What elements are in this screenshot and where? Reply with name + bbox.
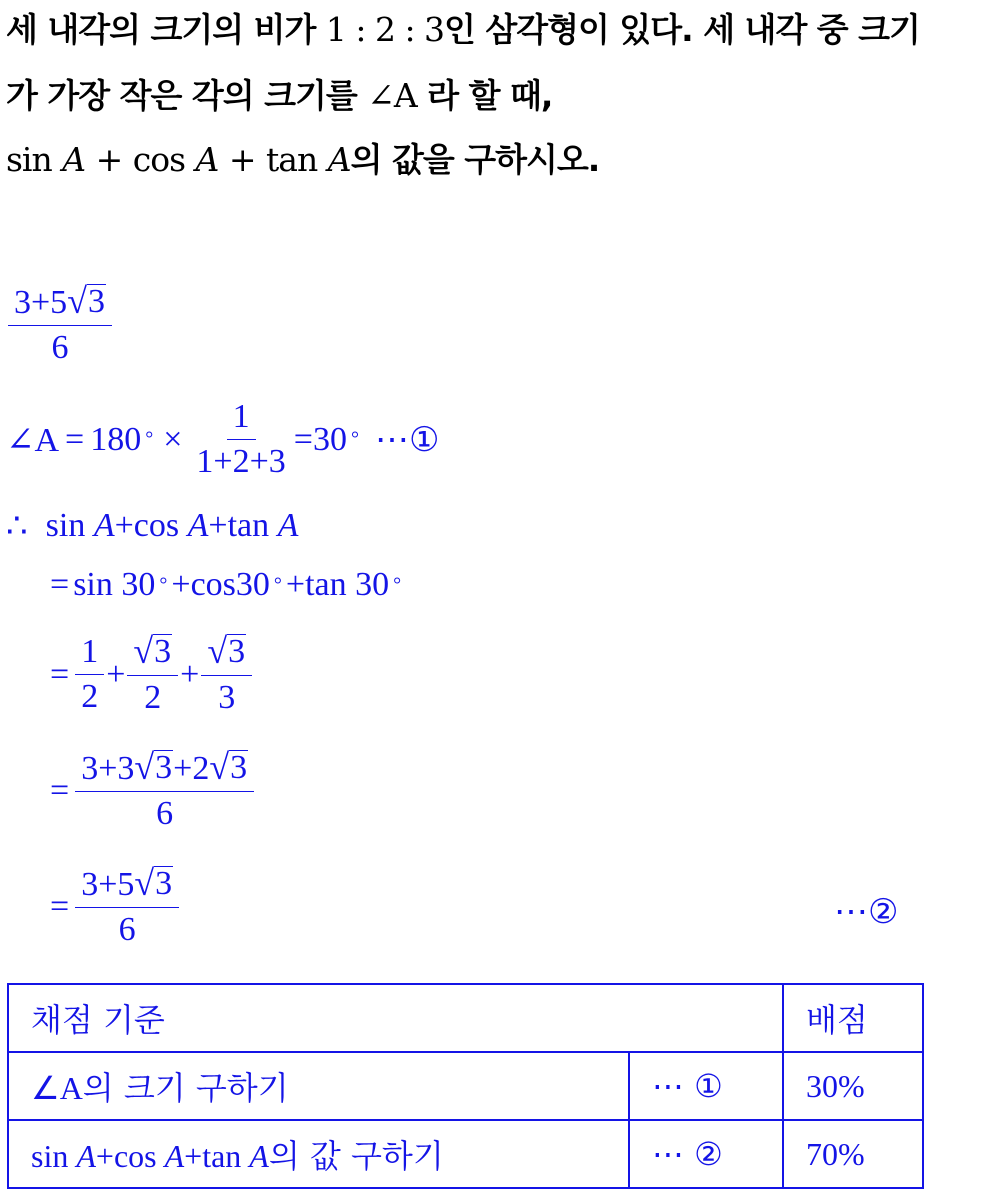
times: × [163,420,183,458]
radical-sign: √ [134,863,155,903]
header-points: 배점 [783,984,923,1052]
angle-symbol: ∠A [6,421,60,459]
answer-denominator: 6 [51,329,69,366]
plus: + [285,566,306,603]
numerator [201,632,252,676]
num-part: 3+5 [81,866,135,903]
sqrt [133,632,172,670]
sin-term: sin [73,566,113,603]
grading-row [8,1120,923,1188]
sqrt [209,748,248,786]
plus: + [184,1138,203,1174]
radicand: 3 [154,633,172,670]
radicand: 3 [230,749,248,786]
fraction [190,398,291,481]
var-a: A [187,507,209,544]
radical-sign: √ [209,747,230,787]
denominator: 2 [144,679,162,716]
num-part: 3+5 [14,284,68,321]
degree-sign: ° [350,428,359,450]
equals: = [50,887,70,925]
criteria-cell [8,1120,629,1188]
criteria-cell [8,1052,629,1120]
radicand: 3 [155,749,173,786]
grading-table [7,983,924,1189]
tan-term: tan [227,507,270,544]
ratio: 1 : 2 : 3 [325,10,445,49]
answer [6,282,114,367]
numerator: 1 [75,633,104,675]
numerator: 1 [227,398,256,440]
equals: = [293,420,313,458]
denominator: 6 [118,911,136,948]
points-cell: 70% [783,1120,923,1188]
radical-sign: √ [134,747,155,787]
angle-symbol: ∠A [31,1070,83,1106]
equals: = [50,566,70,603]
plus: + [180,655,200,693]
sqrt [207,632,246,670]
sqrt [134,748,173,786]
var-a: A [93,507,115,544]
problem-text: 세 내각의 크기의 비가 [6,10,326,49]
value: 30 [355,566,390,603]
therefore-symbol: ∴ [6,508,28,545]
answer-numerator [8,282,112,326]
plus: + [208,507,228,544]
value: 30 [235,566,270,603]
criteria-label: 의 크기 구하기 [82,1069,289,1107]
step-1 [6,398,439,481]
answer-fraction [8,282,112,367]
points-cell: 30% [783,1052,923,1120]
grading-header-row [8,984,923,1052]
tan-term: tan [266,140,318,179]
num-part: 3+3 [81,750,135,787]
fraction [127,632,178,717]
degree-sign: ° [145,428,154,450]
criteria-label: 의 값 구하기 [268,1137,444,1175]
plus: + [114,507,134,544]
plus: + [106,655,126,693]
var-a: A [327,140,351,179]
problem-text: 라 할 때, [427,76,553,115]
sin-term: sin [6,140,52,179]
step-3 [50,632,254,717]
step-5 [50,864,181,949]
sin-term: sin [31,1138,69,1174]
numerator [75,864,179,908]
step-marker-1: ⋯① [374,421,440,459]
cos-term: cos [133,507,180,544]
degree-sign: ° [159,573,168,596]
fraction [75,748,254,833]
var-a: A [249,1138,269,1174]
equals: = [50,655,70,693]
cos-term: cos [190,566,236,603]
equals: = [50,771,70,809]
plus: + [95,140,123,179]
radical-sign: √ [67,281,87,321]
result: 30 [312,420,347,458]
plus: + [95,1138,114,1174]
var-a: A [277,507,299,544]
header-criteria: 채점 기준 [8,984,783,1052]
radicand: 3 [228,633,246,670]
radicand: 3 [155,865,173,902]
denominator: 2 [81,678,99,715]
radicand: 3 [87,283,105,320]
var-a: A [76,1138,96,1174]
radical-sign: √ [207,631,228,671]
denominator: 1+2+3 [196,443,286,480]
sqrt [67,282,106,320]
fraction [201,632,252,717]
problem-text: 인 삼각형이 있다. 세 내각 중 크기 [444,10,920,49]
therefore-line [6,506,298,546]
numerator [75,748,254,792]
var-a: A [195,140,219,179]
angle-symbol: ∠A [367,76,417,115]
value: 180 [90,420,142,458]
tan-term: tan [305,566,347,603]
numerator [127,632,178,676]
value: 30 [121,566,156,603]
plus: + [171,566,191,603]
var-a: A [62,140,86,179]
cos-term: cos [113,1138,157,1174]
step-4 [50,748,256,833]
problem-text: 가 가장 작은 각의 크기를 [6,76,368,115]
num-part: +2 [173,750,210,787]
marker-text: ⋯② [834,894,899,931]
marker-cell: ⋯ ② [629,1120,783,1188]
fraction [75,633,104,716]
degree-sign: ° [393,573,402,596]
sin-term: sin [45,507,86,544]
tan-term: tan [202,1138,242,1174]
var-a: A [164,1138,185,1174]
degree-sign: ° [273,573,282,596]
sqrt [134,864,173,902]
grading-row [8,1052,923,1120]
fraction [75,864,179,949]
radical-sign: √ [133,631,154,671]
step-2 [50,566,405,604]
denominator: 6 [156,795,174,832]
problem-text: 의 값을 구하시오. [350,140,600,179]
step-marker-2 [834,892,898,932]
denominator: 3 [218,679,236,716]
marker-cell: ⋯ ① [629,1052,783,1120]
cos-term: cos [132,140,186,179]
plus: + [228,140,256,179]
equals: = [65,420,85,458]
